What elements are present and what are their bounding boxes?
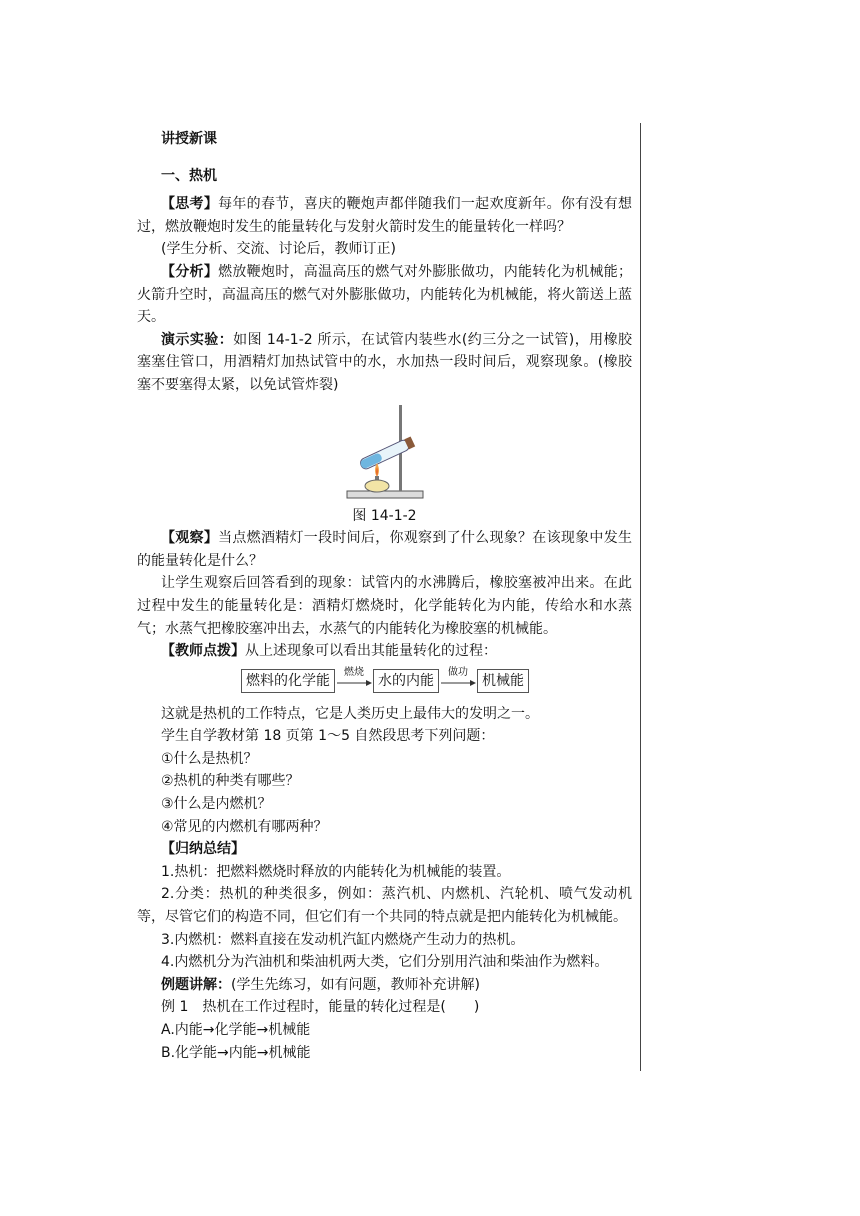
option-a: A.内能→化学能→机械能 xyxy=(161,1022,311,1038)
example-label: 例题讲解： xyxy=(161,976,231,993)
option-b: B.化学能→内能→机械能 xyxy=(161,1044,311,1061)
think-text: 每年的春节，喜庆的鞭炮声都伴随我们一起欢度新年。你有没有想过，燃放鞭炮时发生的能量转化与发射火箭时发生的能量转化一样吗？ xyxy=(137,196,632,235)
think-label: 【思考】 xyxy=(161,196,219,213)
example-note: (学生先练习，如有问题，教师补充讲解) xyxy=(231,976,480,993)
analysis-paragraph xyxy=(137,261,632,329)
question-item: ③什么是内燃机？ xyxy=(161,796,272,813)
teacher-tip-paragraph xyxy=(137,640,632,663)
flow-arrow-work xyxy=(439,666,477,693)
example-question: 例 1 热机在工作过程时，能量的转化过程是( ) xyxy=(161,999,480,1016)
lesson-content xyxy=(137,128,632,1064)
summary-label: 【归纳总结】 xyxy=(161,841,245,858)
subsection-title: 一、热机 xyxy=(161,167,217,184)
flow-arrow-burn xyxy=(335,666,373,693)
energy-flow-diagram xyxy=(137,666,632,693)
arrow-right-icon xyxy=(335,679,373,687)
think-note: (学生分析、交流、讨论后，教师订正) xyxy=(161,241,396,258)
question-item: ④常见的内燃机有哪两种？ xyxy=(161,818,328,835)
summary-item: 3.内燃机：燃料直接在发动机汽缸内燃烧产生动力的热机。 xyxy=(161,931,525,948)
observe-text: 当点燃酒精灯一段时间后，你观察到了什么现象？在该现象中发生的能量转化是什么？ xyxy=(137,530,632,569)
flow-arrow-burn-label: 燃烧 xyxy=(344,666,364,678)
observe-label: 【观察】 xyxy=(161,530,219,547)
figure-14-1-2 xyxy=(137,403,632,528)
demo-text: 如图 14-1-2 所示，在试管内装些水(约三分之一试管)，用橡胶塞塞住管口，用酒精灯加热试管中的水，水加热一段时间后，观察现象。(橡胶塞不要塞得太紧，以免试管炸裂) xyxy=(137,331,632,393)
margin-rule xyxy=(640,123,641,1071)
summary-item: 2.分类：热机的种类很多，例如：蒸汽机、内燃机、汽轮机、喷气发动机等，尽管它们的构造不同，但它们有一个共同的特点就是把内能转化为机械能。 xyxy=(137,886,632,926)
figure-caption: 图 14-1-2 xyxy=(352,507,417,524)
section-title: 讲授新课 xyxy=(161,131,217,147)
flow-arrow-work-label: 做功 xyxy=(448,666,468,678)
observe-answer: 让学生观察后回答看到的现象：试管内的水沸腾后，橡胶塞被冲出来。在此过程中发生的能量转化是：酒精灯燃烧时，化学能转化为内能，传给水和水蒸气；水蒸气把橡胶塞冲出去，水蒸气的内能转化为橡胶塞的机械能。 xyxy=(137,575,632,637)
teacher-tip-text: 从上述现象可以看出其能量转化的过程： xyxy=(245,643,497,660)
question-item: ①什么是热机？ xyxy=(161,750,258,767)
analysis-label: 【分析】 xyxy=(161,263,219,280)
summary-item: 1.热机：把燃料燃烧时释放的内能转化为机械能的装置。 xyxy=(161,863,511,880)
self-study-text: 学生自学教材第 18 页第 1～5 自然段思考下列问题： xyxy=(161,728,495,745)
arrow-right-icon xyxy=(439,679,477,687)
think-paragraph xyxy=(137,193,632,238)
question-item: ②热机的种类有哪些？ xyxy=(161,773,300,790)
teacher-tip-label: 【教师点拨】 xyxy=(161,643,245,660)
analysis-text: 燃放鞭炮时，高温高压的燃气对外膨胀做功，内能转化为机械能；火箭升空时，高温高压的燃气对外膨胀做功，内能转化为机械能，将火箭送上蓝天。 xyxy=(137,263,632,326)
example-intro xyxy=(137,974,632,997)
experiment-illustration xyxy=(343,403,427,503)
flow-box-chemical: 燃料的化学能 xyxy=(241,669,335,693)
flow-box-mechanical: 机械能 xyxy=(477,669,529,693)
flow-box-internal: 水的内能 xyxy=(373,669,439,693)
summary-item: 4.内燃机分为汽油机和柴油机两大类，它们分别用汽油和柴油作为燃料。 xyxy=(161,954,609,971)
observe-paragraph xyxy=(137,527,632,572)
feature-text: 这就是热机的工作特点，它是人类历史上最伟大的发明之一。 xyxy=(161,705,539,722)
demo-paragraph xyxy=(137,329,632,397)
demo-label: 演示实验： xyxy=(161,331,234,348)
